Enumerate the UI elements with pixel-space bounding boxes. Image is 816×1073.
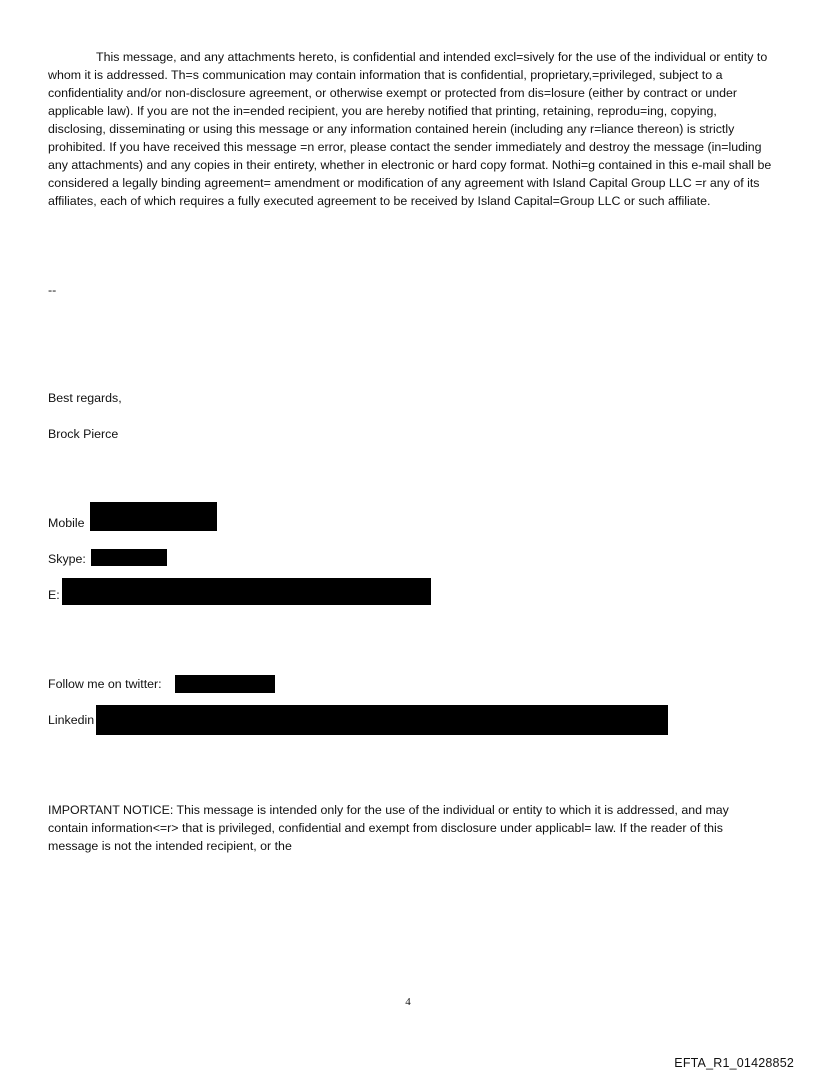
confidentiality-notice-text: This message, and any attachments hereto, is confidential and intended excl=sively for the use of the individual or entity to whom it is addressed. Th=s communication may contain information that is confidential, proprietary,=privileged, subject to a confidentiality and/or non-disclosure agreement, or otherwise exempt or protected from dis=losure (either by contract or under applicable law). If you are not the in=ended recipient, you are hereby notified that printing, retaining, reprodu=ing, copying, disclosing, disseminating or using this message or any information contained herein (including any r=liance thereon) is strictly prohibited. If you have received this message =n error, please contact the sender immediately and destroy the message (in=luding any attachments) and any copies in their entirety, whether in electronic or hard copy format. Nothi=g contained in this e-mail shall be considered a legally binding agreement= amendment or modification of any agreement with Island Capital Group LLC =r any of its affiliates, each of which requires a fully executed agreement to be received by Island Capital=Group LLC or such affiliate. — [48, 50, 772, 208]
twitter-label: Follow me on twitter: — [48, 677, 162, 691]
skype-label: Skype: — [48, 552, 86, 566]
linkedin-label: Linkedin — [48, 713, 95, 727]
signature-name: Brock Pierce — [48, 427, 119, 441]
important-notice — [48, 801, 772, 855]
signature-closing: Best regards, — [48, 391, 122, 405]
linkedin-redaction — [96, 705, 668, 735]
mobile-redaction — [90, 502, 217, 531]
email-label: E: — [48, 588, 60, 602]
skype-redaction — [91, 549, 167, 566]
twitter-redaction — [175, 675, 275, 693]
page-number: 4 — [405, 996, 411, 1008]
mobile-label: Mobile — [48, 516, 85, 530]
bates-number: EFTA_R1_01428852 — [674, 1056, 794, 1070]
confidentiality-notice — [48, 48, 772, 210]
important-notice-text: IMPORTANT NOTICE: This message is intended only for the use of the individual or entity to which it is addressed, and may contain information<=r> that is privileged, confidential and exempt from disclosure under applicabl= law. If the reader of this message is not the intended recipient, or the — [48, 803, 729, 853]
signature-separator: -- — [48, 283, 57, 297]
email-redaction — [62, 578, 431, 605]
